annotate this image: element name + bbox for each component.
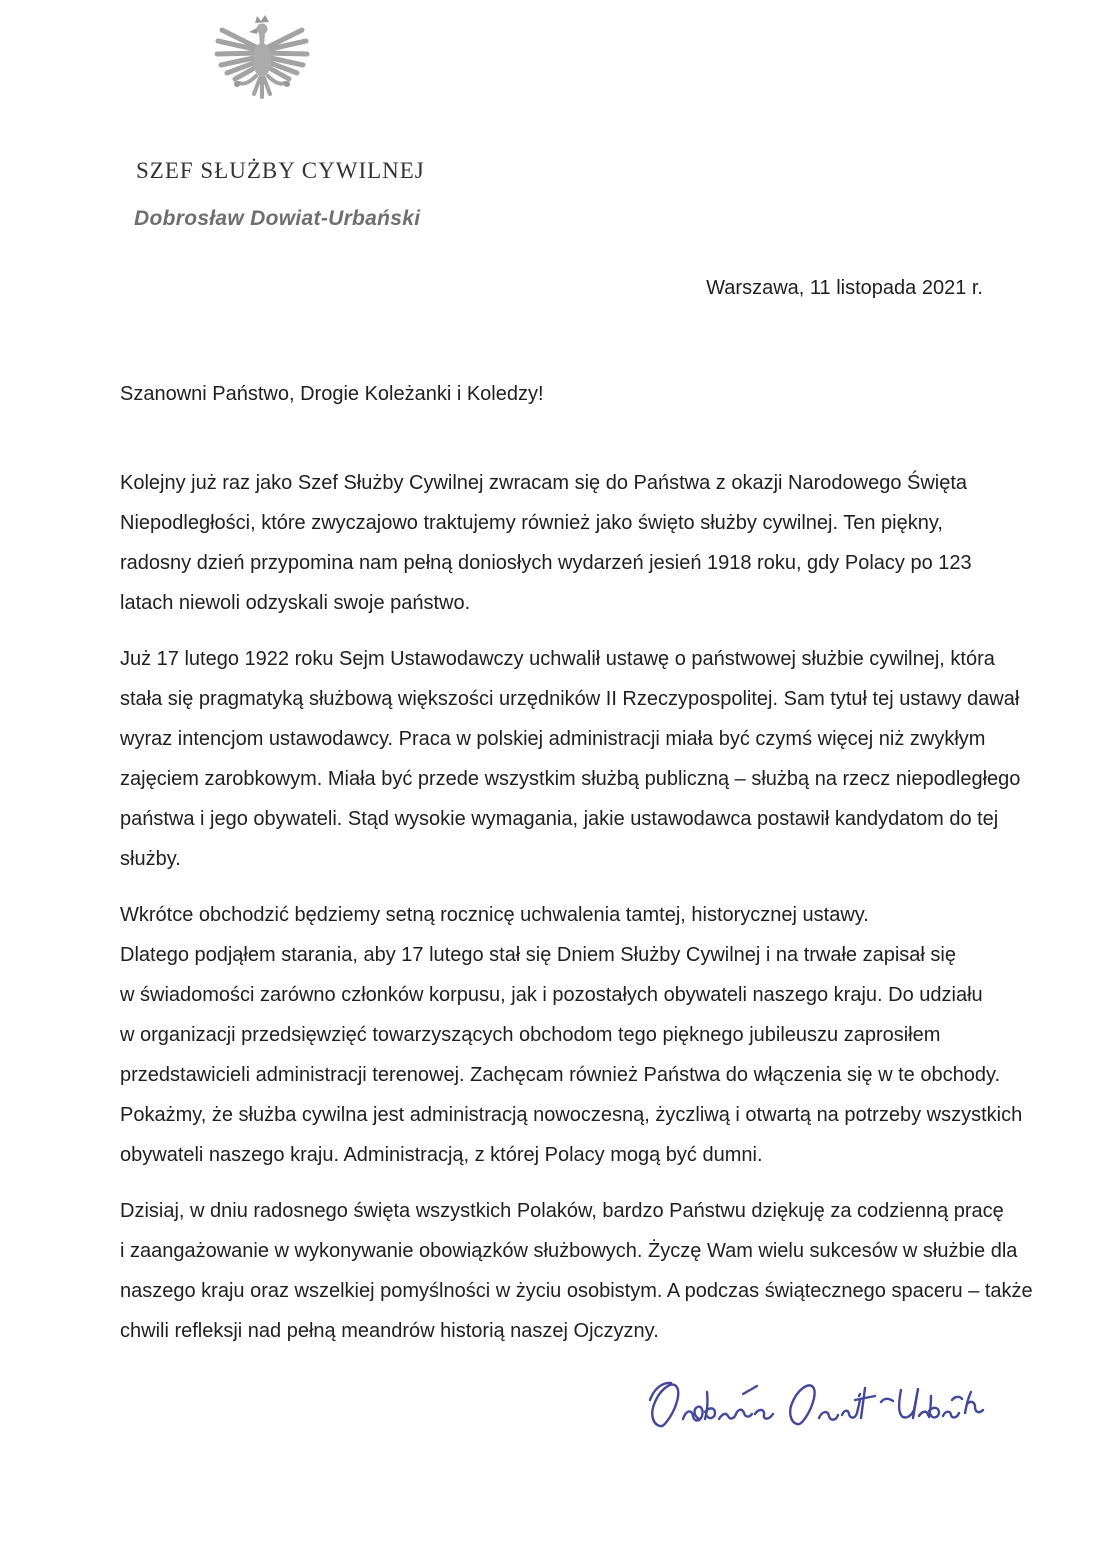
- paragraph-line: Wkrótce obchodzić będziemy setną rocznicę uchwalenia tamtej, historycznej ustawy.: [120, 904, 869, 926]
- letterhead-author-name: Dobrosław Dowiat-Urbański: [134, 207, 421, 230]
- paragraph-line: w świadomości zarówno członków korpusu, jak i pozostałych obywateli naszego kraju. Do udziału: [120, 984, 983, 1006]
- letter-paragraph: [120, 639, 1021, 879]
- paragraph-line: stała się pragmatyką służbową większości urzędników II Rzeczypospolitej. Sam tytuł tej ustawy dawał: [120, 688, 1020, 710]
- letter-paragraph: [120, 895, 1023, 1175]
- paragraph-line: wyraz intencjom ustawodawcy. Praca w polskiej administracji miała być czymś więcej niż zwykłym: [120, 728, 986, 750]
- paragraph-line: służby.: [120, 848, 181, 870]
- dateline: Warszawa, 11 listopada 2021 r.: [706, 277, 983, 299]
- paragraph-line: zajęciem zarobkowym. Miała być przede wszystkim służbą publiczną – służbą na rzecz niepodległego: [120, 768, 1021, 790]
- paragraph-line: i zaangażowanie w wykonywanie obowiązków służbowych. Życzę Wam wielu sukcesów w służbie dla: [120, 1240, 1018, 1262]
- letter-paragraph: [120, 463, 999, 623]
- paragraph-line: Pokażmy, że służba cywilna jest administracją nowoczesną, życzliwą i otwartą na potrzeby wszystkich: [120, 1104, 1023, 1126]
- paragraph-line: latach niewoli odzyskali swoje państwo.: [120, 592, 471, 614]
- paragraph-line: przedstawicieli administracji terenowej. Zachęcam również Państwa do włączenia się w te obchody.: [120, 1064, 1001, 1086]
- paragraph-line: Niepodległości, które zwyczajowo traktujemy również jako święto służby cywilnej. Ten piękny,: [120, 512, 943, 534]
- salutation: Szanowni Państwo, Drogie Koleżanki i Koledzy!: [120, 383, 544, 405]
- letter-paragraph: [120, 1191, 1033, 1351]
- paragraph-line: chwili refleksji nad pełną meandrów historią naszej Ojczyzny.: [120, 1320, 659, 1342]
- handwritten-signature: [647, 1372, 987, 1444]
- paragraph-line: Dlatego podjąłem starania, aby 17 lutego stał się Dniem Służby Cywilnej i na trwałe zapisał się: [120, 944, 956, 966]
- polish-eagle-emblem-icon: [214, 14, 310, 118]
- paragraph-line: państwa i jego obywateli. Stąd wysokie wymagania, jakie ustawodawca postawił kandydatom do tej: [120, 808, 999, 830]
- signature-svg: [647, 1372, 987, 1444]
- eagle-svg: [214, 14, 310, 118]
- paragraph-line: Dzisiaj, w dniu radosnego święta wszystkich Polaków, bardzo Państwu dziękuję za codzienną pracę: [120, 1200, 1004, 1222]
- paragraph-line: obywateli naszego kraju. Administracją, z której Polacy mogą być dumni.: [120, 1144, 763, 1166]
- paragraph-line: Kolejny już raz jako Szef Służby Cywilnej zwracam się do Państwa z okazji Narodowego Święta: [120, 472, 968, 494]
- paragraph-line: radosny dzień przypomina nam pełną doniosłych wydarzeń jesień 1918 roku, gdy Polacy po 123: [120, 552, 972, 574]
- paragraph-line: w organizacji przedsięwzięć towarzyszących obchodom tego pięknego jubileuszu zaprosiłem: [120, 1024, 941, 1046]
- paragraph-line: Już 17 lutego 1922 roku Sejm Ustawodawczy uchwalił ustawę o państwowej służbie cywilnej, która: [120, 648, 995, 670]
- office-title: SZEF SŁUŻBY CYWILNEJ: [136, 158, 425, 183]
- paragraph-line: naszego kraju oraz wszelkiej pomyślności w życiu osobistym. A podczas świątecznego spaceru – także: [120, 1280, 1033, 1302]
- letter-body: [120, 463, 1033, 1367]
